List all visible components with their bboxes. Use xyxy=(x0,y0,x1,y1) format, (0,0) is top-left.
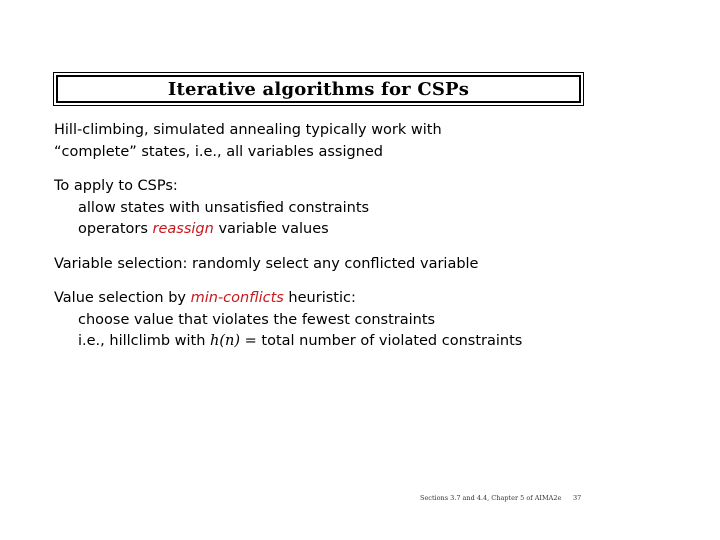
apply-bullet-2-pre: operators xyxy=(78,221,153,237)
min-conflicts-emphasis: min-conflicts xyxy=(190,290,284,306)
slide-title-frame xyxy=(53,72,584,106)
reassign-emphasis: reassign xyxy=(152,221,214,237)
slide-body xyxy=(54,120,674,353)
page-number: 37 xyxy=(573,494,582,502)
slide-title-box xyxy=(56,75,581,103)
intro-line-2: “complete” states, i.e., all variables assigned xyxy=(54,143,384,160)
value-selection-pre: Value selection by xyxy=(54,290,191,306)
heuristic-formula: h(n) xyxy=(210,333,241,349)
apply-bullet-2 xyxy=(54,219,674,241)
intro-line-1: Hill-climbing, simulated annealing typically work with xyxy=(54,122,442,138)
slide-title: Iterative algorithms for CSPs xyxy=(167,78,470,100)
value-bullet-2-post: = total number of violated constraints xyxy=(240,333,523,349)
apply-heading: To apply to CSPs: xyxy=(54,178,178,194)
variable-selection-line: Variable selection: randomly select any conflicted variable xyxy=(54,255,479,272)
apply-bullet-2-post: variable values xyxy=(213,221,329,237)
apply-bullet-1: allow states with unsatisfied constraints xyxy=(78,199,370,216)
footer-note: Sections 3.7 and 4.4, Chapter 5 of AIMA2e xyxy=(420,494,562,502)
value-bullet-2-pre: i.e., hillclimb with xyxy=(78,333,211,349)
value-selection-heading xyxy=(54,288,674,310)
value-bullet-1: choose value that violates the fewest constraints xyxy=(78,311,436,328)
value-selection-post: heuristic: xyxy=(283,290,356,306)
value-bullet-2 xyxy=(54,331,674,353)
